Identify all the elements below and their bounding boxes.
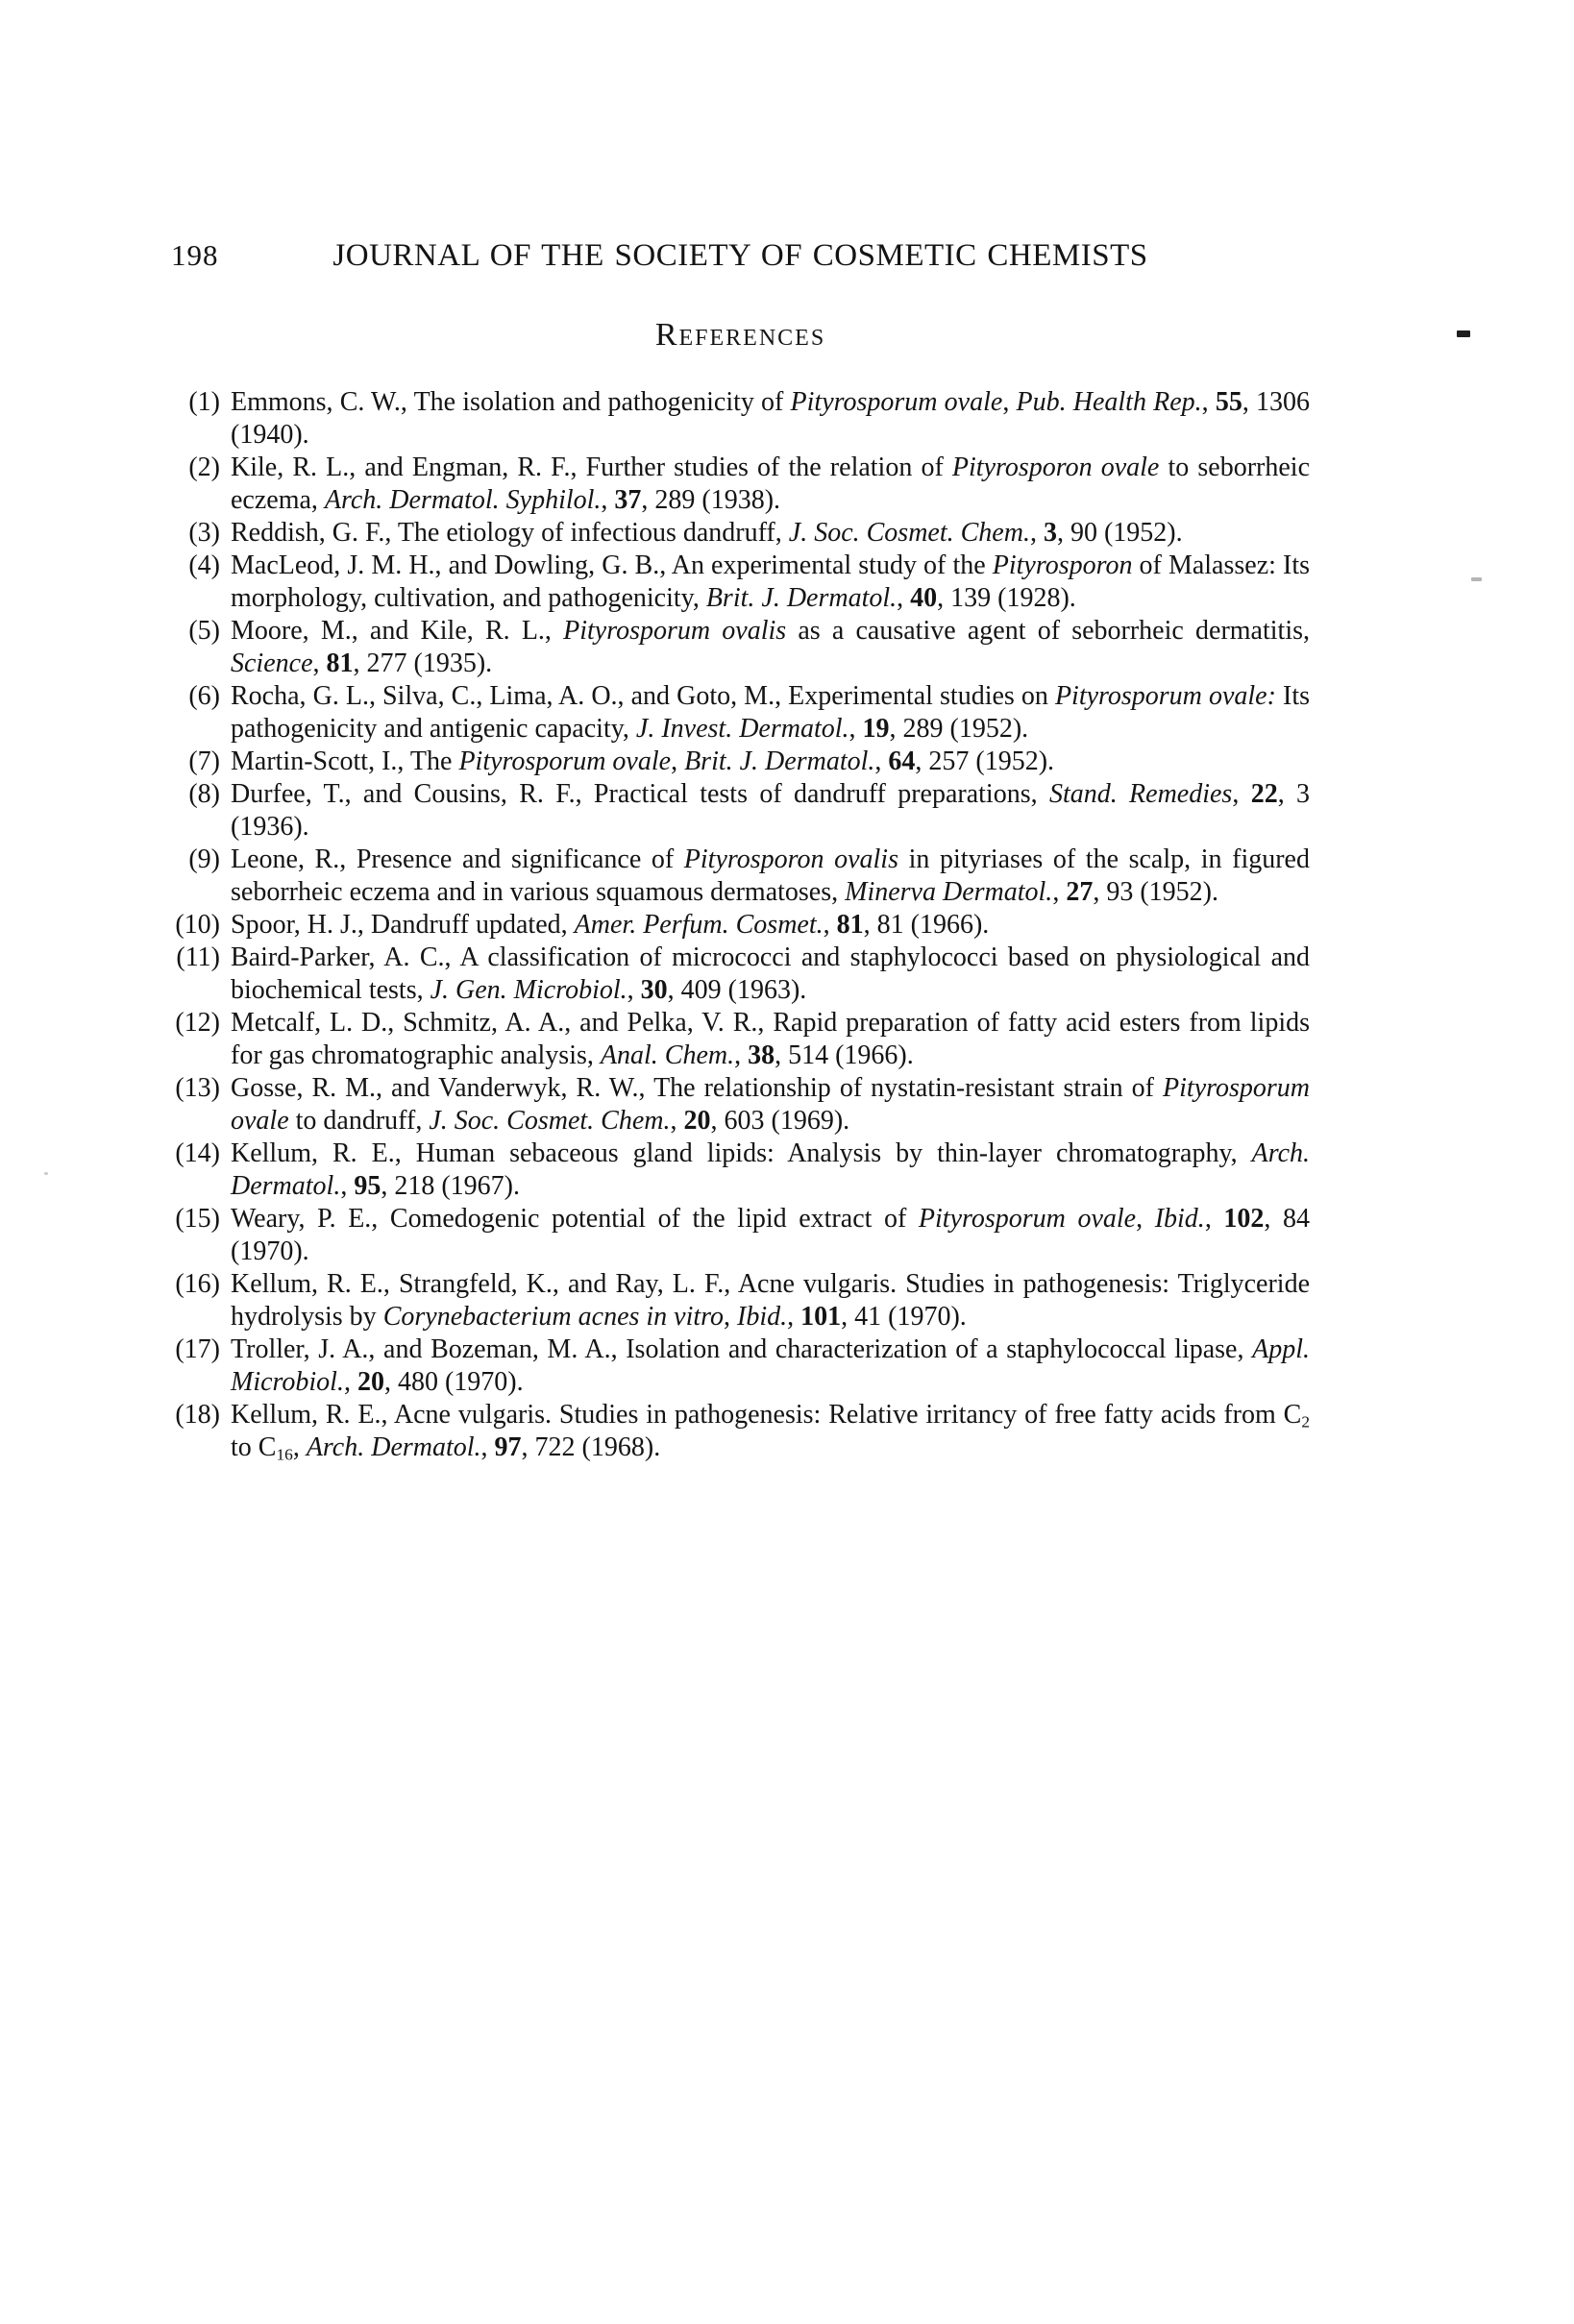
reference-text-segment: to seborrheic eczema, <box>231 453 1311 515</box>
reference-text-segment: , <box>312 648 327 678</box>
reference-number: (15) <box>175 1204 220 1234</box>
reference-text-segment: 2 <box>1301 1412 1310 1431</box>
reference-item <box>176 844 1310 909</box>
reference-text-segment: , 90 (1952). <box>1056 518 1183 548</box>
reference-number: (9) <box>188 844 220 874</box>
reference-text-segment: , 1306 (1940). <box>231 387 1311 450</box>
reference-text-segment: Metcalf, L. D., Schmitz, A. A., and Pelka, V. R., Rapid preparation of fatty acid esters from lipids for gas chromatographic analysis, <box>231 1008 1310 1070</box>
reference-text-segment: Arch. Dermatol. Syphilol. <box>324 485 602 515</box>
references-heading: References <box>654 317 826 353</box>
reference-text-segment: Ibid. <box>1154 1204 1205 1234</box>
reference-text-segment: Corynebacterium acnes in vitro <box>382 1302 725 1332</box>
reference-text-segment: Arch. Dermatol. <box>306 1432 481 1462</box>
reference-text-segment: , <box>1201 387 1216 417</box>
reference-text-segment: , <box>1232 779 1251 809</box>
reference-text-segment: Pityrosporon ovalis <box>683 844 898 874</box>
reference-text-segment: Kellum, R. E., Strangfeld, K., and Ray, L. F., Acne vulgaris. Studies in pathogenesis: Triglyceride hydrolysis by <box>231 1269 1310 1332</box>
reference-text-segment: 20 <box>683 1106 711 1136</box>
reference-number: (1) <box>188 387 220 417</box>
reference-text-segment: Pityrosporon <box>992 550 1133 580</box>
reference-text-segment: Pityrosporum ovale: <box>1054 681 1276 711</box>
reference-text-segment: , <box>734 1040 749 1070</box>
reference-text-segment: , 218 (1967). <box>381 1171 520 1201</box>
references-list <box>176 386 1310 1464</box>
reference-text-segment: , 93 (1952). <box>1093 877 1218 907</box>
reference-text-segment: , 257 (1952). <box>915 746 1055 776</box>
reference-number: (12) <box>175 1008 220 1038</box>
reference-text-segment: , <box>1136 1204 1155 1234</box>
reference-text-segment: Minerva Dermatol. <box>845 877 1053 907</box>
reference-text-segment: 30 <box>640 975 668 1005</box>
reference-item <box>176 1007 1310 1072</box>
reference-text-segment: , <box>340 1171 355 1201</box>
reference-text-segment: Stand. Remedies <box>1048 779 1233 809</box>
reference-text-segment: Pityrosporum ovale <box>231 1073 1310 1136</box>
running-header <box>171 236 1310 279</box>
journal-title: JOURNAL OF THE SOCIETY OF COSMETIC CHEMISTS <box>332 238 1148 273</box>
reference-text-segment: 16 <box>276 1445 293 1464</box>
reference-text-segment: , <box>1002 387 1017 417</box>
reference-item <box>176 1072 1310 1138</box>
reference-text-segment: as a causative agent of seborrheic dermatitis, <box>786 616 1310 646</box>
reference-number: (10) <box>175 910 220 940</box>
reference-text-segment: , 722 (1968). <box>521 1432 661 1462</box>
page-content <box>171 0 1310 2324</box>
reference-text-segment: Pityrosporon ovale <box>951 453 1160 482</box>
reference-item <box>176 1399 1310 1464</box>
reference-text-segment: , 603 (1969). <box>710 1106 850 1136</box>
reference-text-segment: , <box>897 583 911 613</box>
reference-item <box>176 550 1310 615</box>
reference-text-segment: , 81 (1966). <box>863 910 990 940</box>
reference-text-segment: , <box>480 1432 495 1462</box>
reference-text-segment: Pityrosporum ovale <box>790 387 1003 417</box>
reference-text-segment: of Malassez: Its morphology, cultivation, and pathogenicity, <box>231 550 1310 613</box>
reference-text-segment: 81 <box>326 648 354 678</box>
reference-text-segment: 97 <box>494 1432 522 1462</box>
page-number: 198 <box>171 238 219 272</box>
reference-text-segment: J. Invest. Dermatol. <box>635 714 849 744</box>
reference-text-segment: Amer. Perfum. Cosmet. <box>574 910 824 940</box>
reference-text-segment: , <box>627 975 641 1005</box>
reference-text-segment: 64 <box>888 746 916 776</box>
reference-text-segment: in pityriases of the scalp, in figured seborrheic eczema and in various squamous dermatoses, <box>231 844 1310 907</box>
reference-text-segment: , 480 (1970). <box>383 1367 524 1397</box>
reference-text-segment: , 289 (1938). <box>641 485 781 515</box>
reference-item <box>176 1268 1310 1333</box>
scan-artifact-dash <box>1457 330 1470 337</box>
reference-text-segment: Brit. J. Dermatol. <box>684 746 875 776</box>
reference-text-segment: , <box>874 746 889 776</box>
reference-item <box>176 942 1310 1007</box>
reference-number: (8) <box>188 779 220 809</box>
reference-text-segment: Pityrosporum ovale <box>918 1204 1137 1234</box>
reference-text-segment: J. Soc. Cosmet. Chem. <box>429 1106 671 1136</box>
reference-number: (3) <box>188 518 220 548</box>
reference-text-segment: 38 <box>748 1040 775 1070</box>
reference-text-segment: Brit. J. Dermatol. <box>705 583 898 613</box>
reference-text-segment: Martin-Scott, I., The <box>231 746 459 776</box>
reference-text-segment: , 409 (1963). <box>667 975 807 1005</box>
reference-number: (5) <box>188 616 220 646</box>
reference-number: (14) <box>175 1138 220 1168</box>
reference-number: (2) <box>188 453 220 482</box>
reference-text-segment: , <box>823 910 837 940</box>
reference-text-segment: Baird-Parker, A. C., A classification of micrococci and staphylococci based on physiological and biochemical tests, <box>231 942 1310 1005</box>
reference-item <box>176 386 1310 452</box>
reference-text-segment: J. Gen. Microbiol. <box>430 975 627 1005</box>
reference-text-segment: Weary, P. E., Comedogenic potential of the lipid extract of <box>231 1204 919 1234</box>
reference-text-segment: Moore, M., and Kile, R. L., <box>231 616 564 646</box>
reference-number: (4) <box>188 550 220 580</box>
reference-text-segment: , 514 (1966). <box>775 1040 914 1070</box>
scan-artifact-dot <box>44 1172 48 1175</box>
reference-text-segment: , <box>292 1432 307 1462</box>
reference-text-segment: , <box>670 1106 684 1136</box>
reference-text-segment: 37 <box>614 485 642 515</box>
reference-text-segment: , 139 (1928). <box>937 583 1076 613</box>
reference-text-segment: , <box>787 1302 801 1332</box>
reference-number: (11) <box>176 942 220 972</box>
reference-text-segment: MacLeod, J. M. H., and Dowling, G. B., An experimental study of the <box>231 550 993 580</box>
reference-text-segment: Ibid. <box>737 1302 788 1332</box>
reference-text-segment: , 277 (1935). <box>353 648 493 678</box>
reference-text-segment: 19 <box>862 714 890 744</box>
reference-text-segment: , <box>1204 1204 1224 1234</box>
scan-artifact-dash <box>1471 577 1482 581</box>
reference-number: (6) <box>188 681 220 711</box>
reference-number: (13) <box>175 1073 220 1103</box>
reference-item <box>176 1333 1310 1399</box>
reference-text-segment: 27 <box>1066 877 1094 907</box>
reference-text-segment: 102 <box>1223 1204 1265 1234</box>
reference-number: (16) <box>175 1269 220 1299</box>
reference-item <box>176 778 1310 844</box>
reference-item <box>176 1138 1310 1203</box>
reference-text-segment: , <box>671 746 685 776</box>
reference-text-segment: 20 <box>357 1367 384 1397</box>
reference-text-segment: Emmons, C. W., The isolation and pathogenicity of <box>231 387 791 417</box>
reference-text-segment: Leone, R., Presence and significance of <box>231 844 684 874</box>
reference-text-segment: J. Soc. Cosmet. Chem. <box>788 518 1030 548</box>
reference-text-segment: Appl. Microbiol. <box>231 1334 1310 1397</box>
reference-text-segment: Pityrosporum ovalis <box>563 616 787 646</box>
reference-number: (18) <box>175 1400 220 1430</box>
reference-text-segment: Science <box>231 648 313 678</box>
reference-item <box>176 517 1310 550</box>
reference-text-segment: Arch. Dermatol. <box>231 1138 1310 1201</box>
reference-text-segment: , <box>1052 877 1067 907</box>
reference-item <box>176 452 1310 517</box>
reference-text-segment: 101 <box>800 1302 842 1332</box>
reference-text-segment: Its pathogenicity and antigenic capacity, <box>231 681 1311 744</box>
reference-text-segment: , 3 (1936). <box>231 779 1311 842</box>
reference-text-segment: 81 <box>836 910 864 940</box>
reference-number: (17) <box>175 1334 220 1364</box>
reference-text-segment: , <box>601 485 615 515</box>
reference-text-segment: 3 <box>1043 518 1057 548</box>
reference-text-segment: Kellum, R. E., Human sebaceous gland lipids: Analysis by thin-layer chromatography, <box>231 1138 1252 1168</box>
reference-item <box>176 680 1310 746</box>
reference-text-segment: , 289 (1952). <box>889 714 1029 744</box>
reference-text-segment: , <box>1029 518 1044 548</box>
reference-text-segment: , 84 (1970). <box>231 1204 1310 1266</box>
reference-text-segment: Spoor, H. J., Dandruff updated, <box>231 910 575 940</box>
reference-item <box>176 1203 1310 1268</box>
reference-text-segment: , 41 (1970). <box>841 1302 967 1332</box>
reference-text-segment: Rocha, G. L., Silva, C., Lima, A. O., and Goto, M., Experimental studies on <box>231 681 1055 711</box>
reference-text-segment: Durfee, T., and Cousins, R. F., Practical tests of dandruff preparations, <box>231 779 1049 809</box>
reference-text-segment: Kellum, R. E., Acne vulgaris. Studies in pathogenesis: Relative irritancy of free fatty acids from C <box>231 1400 1302 1430</box>
reference-text-segment: 22 <box>1250 779 1278 809</box>
reference-text-segment: , <box>724 1302 738 1332</box>
reference-text-segment: , <box>343 1367 357 1397</box>
reference-text-segment: 55 <box>1215 387 1242 417</box>
reference-text-segment: , <box>848 714 863 744</box>
reference-text-segment: Gosse, R. M., and Vanderwyk, R. W., The relationship of nystatin-resistant strain of <box>231 1073 1164 1103</box>
reference-text-segment: 40 <box>910 583 938 613</box>
reference-text-segment: Anal. Chem. <box>600 1040 735 1070</box>
reference-item <box>176 746 1310 778</box>
reference-text-segment: Pub. Health Rep. <box>1016 387 1202 417</box>
reference-text-segment: Kile, R. L., and Engman, R. F., Further studies of the relation of <box>231 453 952 482</box>
reference-item <box>176 909 1310 942</box>
reference-text-segment: to C <box>231 1432 277 1462</box>
reference-text-segment: to dandruff, <box>288 1106 430 1136</box>
reference-text-segment: Reddish, G. F., The etiology of infectious dandruff, <box>231 518 789 548</box>
reference-number: (7) <box>188 746 220 776</box>
reference-item <box>176 615 1310 680</box>
reference-text-segment: Troller, J. A., and Bozeman, M. A., Isolation and characterization of a staphylococcal lipase, <box>231 1334 1253 1364</box>
reference-text-segment: Pityrosporum ovale <box>458 746 672 776</box>
reference-text-segment: 95 <box>354 1171 381 1201</box>
